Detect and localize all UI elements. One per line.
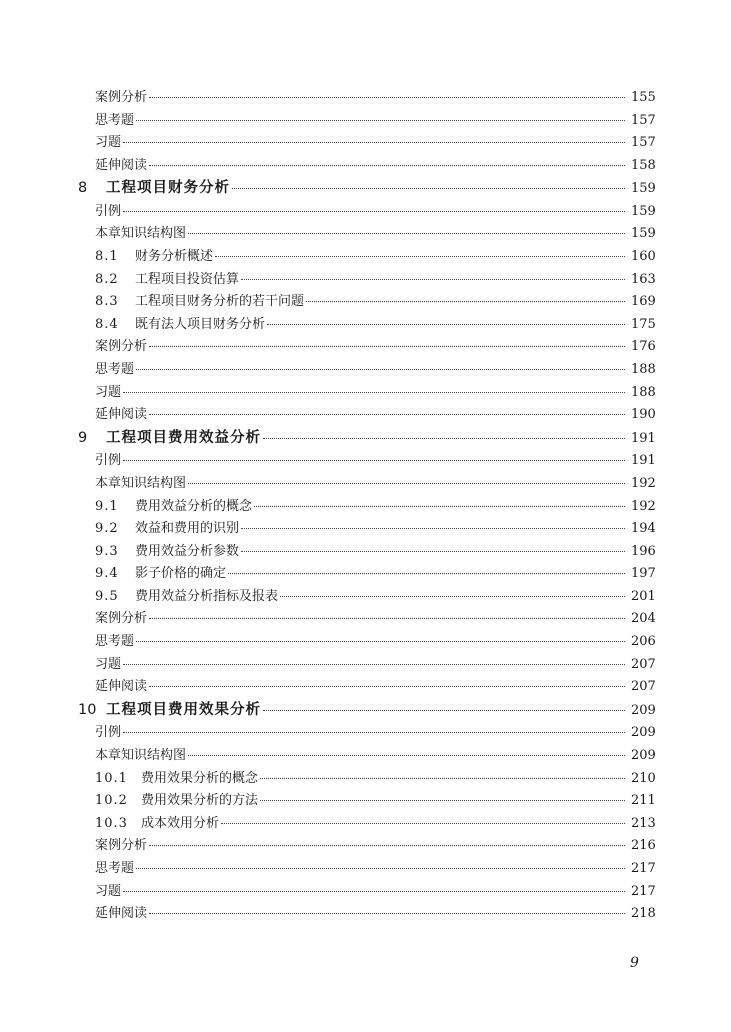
toc-title: 案例分析 — [95, 339, 148, 355]
toc-number: 10.1 — [95, 770, 128, 786]
toc-entry-row — [78, 517, 656, 540]
toc-entry-row — [78, 154, 656, 177]
toc-number: 10 — [78, 701, 97, 718]
toc-title: 影子价格的确定 — [135, 566, 227, 582]
toc-entry-row — [78, 290, 656, 313]
toc-page-number: 159 — [631, 203, 656, 219]
toc-entry-row — [78, 495, 656, 518]
toc-entry-row — [78, 131, 656, 154]
toc-page-number: 209 — [631, 702, 656, 718]
dot-leader — [149, 686, 625, 687]
toc-page-number: 201 — [631, 588, 656, 604]
toc-title: 思考题 — [95, 362, 135, 378]
dot-leader — [123, 664, 625, 665]
dot-leader — [149, 346, 625, 347]
toc-page-number: 192 — [631, 475, 656, 491]
toc-title: 费用效益分析指标及报表 — [135, 588, 279, 604]
toc-entry-row — [78, 335, 656, 358]
dot-leader — [136, 120, 625, 121]
toc-number: 9.4 — [95, 566, 119, 582]
toc-title: 延伸阅读 — [95, 906, 148, 922]
toc-page-number: 206 — [631, 634, 656, 650]
toc-page-number: 160 — [631, 249, 656, 265]
toc-page-number: 188 — [631, 362, 656, 378]
toc-page-number: 217 — [631, 883, 656, 899]
toc-number: 8.3 — [95, 294, 119, 310]
dot-leader — [136, 369, 625, 370]
toc-page-number: 188 — [631, 384, 656, 400]
toc-page-number: 158 — [631, 157, 656, 173]
toc-entry-row — [78, 607, 656, 630]
toc-title: 本章知识结构图 — [95, 226, 187, 242]
dot-leader — [188, 755, 625, 756]
toc-title: 工程项目财务分析 — [106, 180, 230, 197]
toc-page-number: 216 — [631, 838, 656, 854]
dot-leader — [232, 188, 625, 189]
toc-title: 本章知识结构图 — [95, 747, 187, 763]
toc-number: 10.3 — [95, 815, 128, 831]
dot-leader — [149, 618, 625, 619]
dot-leader — [123, 732, 625, 733]
dot-leader — [149, 845, 625, 846]
dot-leader — [149, 414, 625, 415]
toc-page-number: 194 — [631, 521, 656, 537]
dot-leader — [263, 438, 625, 439]
toc-title: 既有法人项目财务分析 — [135, 316, 266, 332]
toc-page-number: 157 — [631, 112, 656, 128]
toc-entry-row — [78, 880, 656, 903]
toc-entry-row — [78, 449, 656, 472]
dot-leader — [123, 211, 625, 212]
toc-entry-row — [78, 767, 656, 790]
toc-number: 9.2 — [95, 521, 119, 537]
toc-title: 工程项目费用效果分析 — [106, 701, 261, 718]
toc-entry-row — [78, 86, 656, 109]
dot-leader — [241, 528, 625, 529]
toc-entry-row — [78, 313, 656, 336]
toc-title: 成本效用分析 — [141, 815, 220, 831]
toc-page-number: 176 — [631, 339, 656, 355]
toc-page-number: 207 — [631, 679, 656, 695]
toc-chapter-row — [78, 426, 656, 450]
toc-title: 本章知识结构图 — [95, 475, 187, 491]
toc-entry-row — [78, 562, 656, 585]
toc-page-number: 210 — [631, 770, 656, 786]
toc-page-number: 191 — [631, 430, 656, 446]
toc-entry-row — [78, 675, 656, 698]
toc-title: 思考题 — [95, 112, 135, 128]
toc-number: 9.5 — [95, 588, 119, 604]
toc-title: 费用效果分析的方法 — [141, 793, 259, 809]
toc-entry-row — [78, 222, 656, 245]
toc-title: 延伸阅读 — [95, 407, 148, 423]
toc-number: 9 — [78, 429, 88, 446]
toc-page-number: 169 — [631, 294, 656, 310]
toc-entry-row — [78, 540, 656, 563]
dot-leader — [123, 392, 625, 393]
toc-title: 费用效益分析的概念 — [135, 498, 253, 514]
dot-leader — [123, 142, 625, 143]
dot-leader — [228, 573, 625, 574]
toc-entry-row — [78, 902, 656, 925]
toc-page-number: 217 — [631, 860, 656, 876]
dot-leader — [254, 506, 625, 507]
toc-page-number: 211 — [631, 793, 656, 809]
dot-leader — [123, 891, 625, 892]
toc-entry-row — [78, 857, 656, 880]
toc-page-number: 159 — [631, 181, 656, 197]
toc-entry-row — [78, 358, 656, 381]
toc-entry-row — [78, 245, 656, 268]
toc-number: 8 — [78, 180, 88, 197]
dot-leader — [260, 778, 625, 779]
dot-leader — [267, 324, 625, 325]
page-number-folio: 9 — [630, 955, 639, 971]
toc-page-number: 218 — [631, 906, 656, 922]
dot-leader — [149, 913, 625, 914]
toc-number: 9.1 — [95, 498, 119, 514]
toc-page-number: 175 — [631, 316, 656, 332]
toc-title: 延伸阅读 — [95, 157, 148, 173]
toc-page-number: 213 — [631, 815, 656, 831]
dot-leader — [188, 483, 625, 484]
toc-entry-row — [78, 653, 656, 676]
toc-title: 引例 — [95, 203, 122, 219]
toc-title: 费用效益分析参数 — [135, 543, 240, 559]
toc-entry-row — [78, 200, 656, 223]
toc-title: 延伸阅读 — [95, 679, 148, 695]
toc-entry-row — [78, 721, 656, 744]
toc-title: 习题 — [95, 883, 122, 899]
toc-page-number: 159 — [631, 226, 656, 242]
toc-title: 案例分析 — [95, 90, 148, 105]
dot-leader — [149, 165, 625, 166]
dot-leader — [136, 868, 625, 869]
toc-entry-row — [78, 109, 656, 132]
dot-leader — [136, 641, 625, 642]
toc-title: 思考题 — [95, 860, 135, 876]
toc-entry-row — [78, 744, 656, 767]
toc-title: 案例分析 — [95, 611, 148, 627]
toc-page-number: 192 — [631, 498, 656, 514]
toc-title: 财务分析概述 — [135, 249, 214, 265]
toc-entry-row — [78, 381, 656, 404]
toc-title: 费用效果分析的概念 — [141, 770, 259, 786]
dot-leader — [306, 301, 625, 302]
toc-title: 思考题 — [95, 634, 135, 650]
toc-entry-row — [78, 403, 656, 426]
toc-page-number: 191 — [631, 453, 656, 469]
toc-page-number: 207 — [631, 656, 656, 672]
toc-page-number: 209 — [631, 747, 656, 763]
toc-title: 习题 — [95, 384, 122, 400]
dot-leader — [241, 551, 625, 552]
dot-leader — [123, 460, 625, 461]
toc-page-number: 190 — [631, 407, 656, 423]
toc-title: 效益和费用的识别 — [135, 521, 240, 537]
toc-entry-row — [78, 268, 656, 291]
toc-chapter-row — [78, 698, 656, 722]
toc-title: 案例分析 — [95, 838, 148, 854]
toc-entry-row — [78, 472, 656, 495]
toc-title: 习题 — [95, 135, 122, 151]
toc-entry-row — [78, 630, 656, 653]
dot-leader — [188, 233, 625, 234]
toc-title: 工程项目财务分析的若干问题 — [135, 294, 305, 310]
dot-leader — [241, 279, 625, 280]
toc-number: 9.3 — [95, 543, 119, 559]
table-of-contents — [78, 86, 656, 925]
toc-title: 习题 — [95, 656, 122, 672]
toc-chapter-row — [78, 176, 656, 200]
toc-entry-row — [78, 812, 656, 835]
toc-number: 8.1 — [95, 249, 119, 265]
toc-title: 引例 — [95, 725, 122, 741]
toc-page-number: 157 — [631, 135, 656, 151]
toc-page-number: 209 — [631, 725, 656, 741]
toc-entry-row — [78, 834, 656, 857]
toc-page-number: 155 — [631, 90, 656, 105]
toc-title: 引例 — [95, 453, 122, 469]
toc-title: 工程项目费用效益分析 — [106, 429, 261, 446]
dot-leader — [221, 823, 625, 824]
toc-page-number: 204 — [631, 611, 656, 627]
dot-leader — [260, 800, 625, 801]
toc-entry-row — [78, 585, 656, 608]
toc-number: 10.2 — [95, 793, 128, 809]
toc-title: 工程项目投资估算 — [135, 271, 240, 287]
dot-leader — [215, 256, 625, 257]
toc-entry-row — [78, 789, 656, 812]
dot-leader — [280, 596, 625, 597]
toc-page-number: 196 — [631, 543, 656, 559]
toc-page-number: 197 — [631, 566, 656, 582]
toc-number: 8.4 — [95, 316, 119, 332]
dot-leader — [263, 710, 625, 711]
toc-page-number: 163 — [631, 271, 656, 287]
toc-number: 8.2 — [95, 271, 119, 287]
dot-leader — [149, 97, 625, 98]
